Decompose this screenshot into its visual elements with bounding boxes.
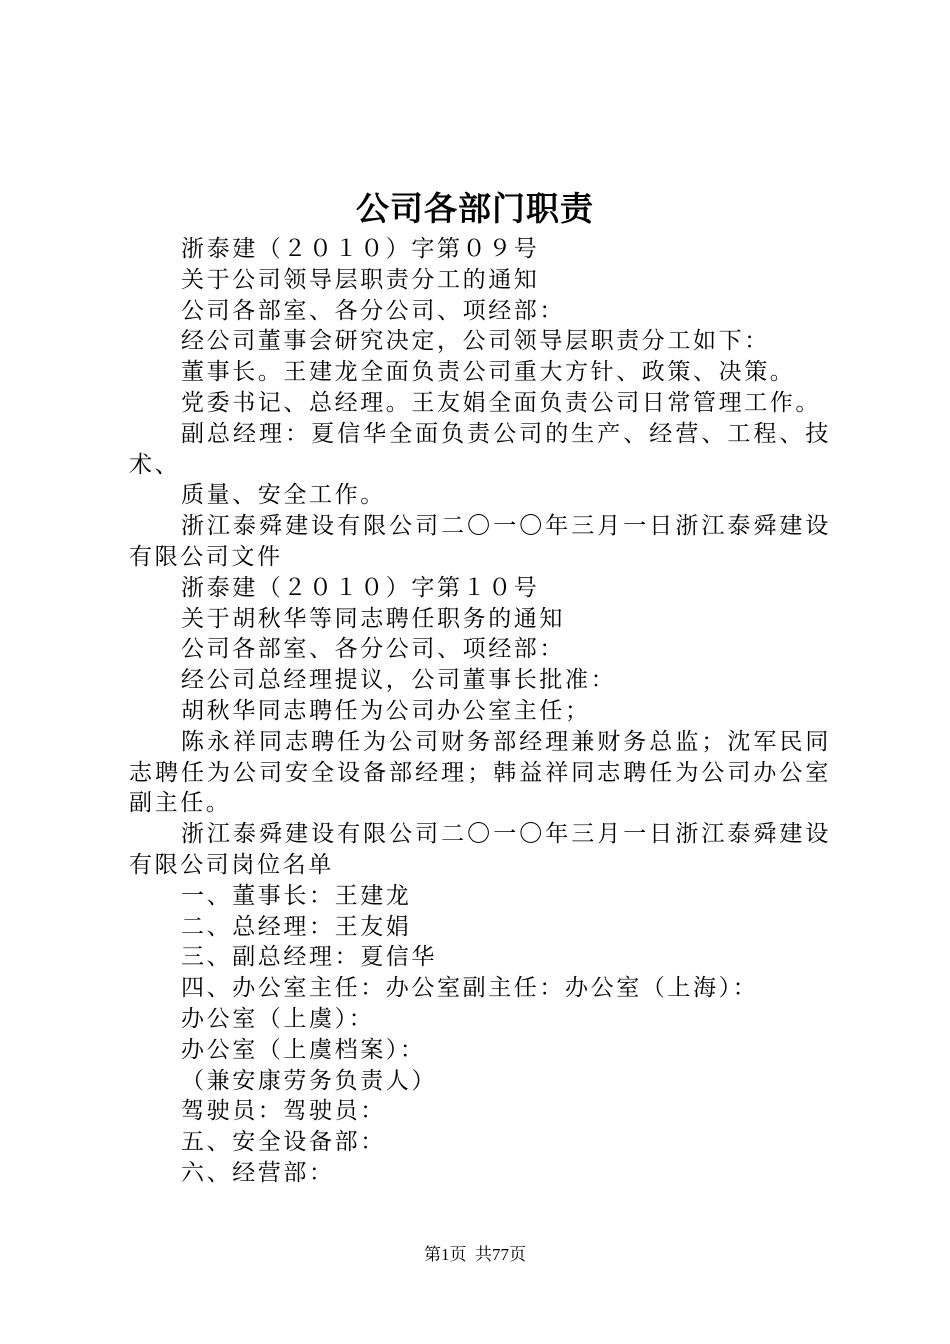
paragraph-company-date-1: 浙江泰舜建设有限公司二〇一〇年三月一日浙江泰舜建设有限公司文件: [129, 513, 831, 570]
paragraph-recipients-2: 公司各部室、各分公司、项经部：: [181, 636, 565, 663]
list-item-drivers: 驾驶员：驾驶员：: [181, 1098, 386, 1125]
paragraph-quality-safety: 质量、安全工作。: [181, 482, 386, 509]
paragraph-approval: 经公司总经理提议，公司董事长批准：: [181, 667, 617, 694]
paragraph-recipients-1: 公司各部室、各分公司、项经部：: [181, 297, 565, 324]
paragraph-appointment-2: 陈永祥同志聘任为公司财务部经理兼财务总监；沈军民同志聘任为公司安全设备部经理；韩益祥同志聘任为公司办公室副主任。: [129, 728, 831, 817]
paragraph-notice-title-2: 关于胡秋华等同志聘任职务的通知: [181, 605, 565, 632]
paragraph-doc-number-1: 浙泰建（２０１０）字第０９号: [181, 236, 540, 262]
list-item-safety-equipment: 五、安全设备部：: [181, 1129, 386, 1156]
list-item-business-dept: 六、经营部：: [181, 1159, 335, 1186]
paragraph-notice-title-1: 关于公司领导层职责分工的通知: [181, 266, 540, 293]
page-total: 共77页: [475, 1245, 526, 1264]
paragraph-decision: 经公司董事会研究决定，公司领导层职责分工如下：: [181, 328, 770, 355]
list-item-office-shangyu: 办公室（上虞）：: [181, 1005, 375, 1032]
document-title: 公司各部门职责: [356, 189, 594, 228]
list-item-labor-lead: （兼安康劳务负责人）: [181, 1067, 437, 1094]
paragraph-deputy-manager: 副总经理：夏信华全面负责公司的生产、经营、工程、技术、: [129, 420, 831, 478]
list-item-office: 四、办公室主任：办公室副主任：办公室（上海）：: [181, 975, 759, 1002]
paragraph-doc-number-2: 浙泰建（２０１０）字第１０号: [181, 574, 540, 601]
page-footer: [0, 1243, 950, 1267]
list-item-deputy-manager: 三、副总经理：夏信华: [181, 944, 437, 971]
list-item-chairman: 一、董事长：王建龙: [181, 882, 412, 909]
paragraph-chairman: 董事长。王建龙全面负责公司重大方针、政策、决策。: [181, 359, 796, 386]
paragraph-appointment-1: 胡秋华同志聘任为公司办公室主任；: [181, 697, 591, 724]
list-item-office-archive: 办公室（上虞档案）：: [181, 1036, 426, 1063]
paragraph-company-date-2: 浙江泰舜建设有限公司二〇一〇年三月一日浙江泰舜建设有限公司岗位名单: [129, 821, 831, 878]
page-number: 第1页: [424, 1245, 467, 1264]
paragraph-general-manager: 党委书记、总经理。王友娟全面负责公司日常管理工作。: [181, 389, 821, 416]
list-item-general-manager: 二、总经理：王友娟: [181, 913, 412, 940]
document-body: [129, 234, 831, 1189]
